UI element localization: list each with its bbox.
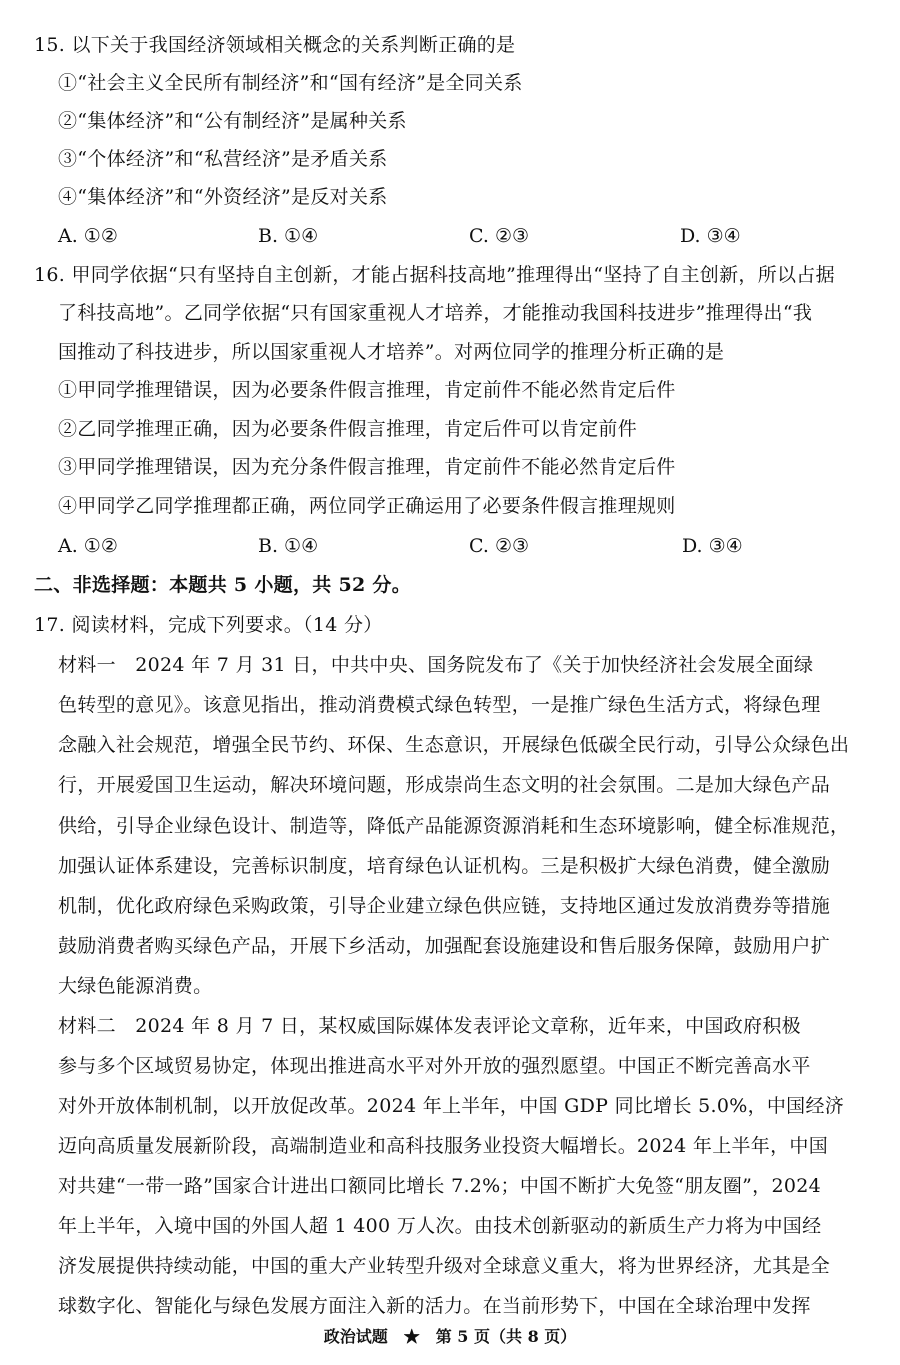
q16-option-d: D. ③④ <box>682 535 743 557</box>
material1-line-5: 供给，引导企业绿色设计、制造等，降低产品能源资源消耗和生态环境影响，健全标准规范， <box>58 815 850 837</box>
material2-line-4: 迈向高质量发展新阶段，高端制造业和高科技服务业投资大幅增长。2024 年上半年，中国 <box>58 1135 828 1157</box>
material1-line-8: 鼓励消费者购买绿色产品，开展下乡活动，加强配套设施建设和售后服务保障，鼓励用户扩 <box>58 935 831 957</box>
q15-item-2: ②“集体经济”和“公有制经济”是属种关系 <box>58 110 407 132</box>
q15-stem: 15. 以下关于我国经济领域相关概念的关系判断正确的是 <box>34 34 516 56</box>
material2-line-6: 年上半年，入境中国的外国人超 1 400 万人次。由技术创新驱动的新质生产力将为中国经 <box>58 1215 822 1237</box>
material1-line-4: 行，开展爱国卫生运动，解决环境问题，形成崇尚生态文明的社会氛围。二是加大绿色产品 <box>58 774 831 796</box>
q16-item-1: ①甲同学推理错误，因为必要条件假言推理，肯定前件不能必然肯定后件 <box>58 379 676 401</box>
q16-option-a: A. ①② <box>58 535 118 557</box>
q16-item-2: ②乙同学推理正确，因为必要条件假言推理，肯定后件可以肯定前件 <box>58 418 638 440</box>
q16-option-c: C. ②③ <box>469 535 530 557</box>
q16-item-3: ③甲同学推理错误，因为充分条件假言推理，肯定前件不能必然肯定后件 <box>58 456 676 478</box>
q16-stem-line-2: 了科技高地”。乙同学依据“只有国家重视人才培养，才能推动我国科技进步”推理得出“我 <box>58 302 813 324</box>
q16-stem-line-1: 16. 甲同学依据“只有坚持自主创新，才能占据科技高地”推理得出“坚持了自主创新，所以占据 <box>34 264 835 286</box>
q16-item-4: ④甲同学乙同学推理都正确，两位同学正确运用了必要条件假言推理规则 <box>58 495 676 517</box>
q15-option-d: D. ③④ <box>680 225 741 247</box>
material2-line-8: 球数字化、智能化与绿色发展方面注入新的活力。在当前形势下，中国在全球治理中发挥 <box>58 1295 811 1317</box>
q15-item-1: ①“社会主义全民所有制经济”和“国有经济”是全同关系 <box>58 72 523 94</box>
material1-line-3: 念融入社会规范，增强全民节约、环保、生态意识，开展绿色低碳全民行动，引导公众绿色出 <box>58 734 850 756</box>
material2-line-1: 材料二 2024 年 8 月 7 日，某权威国际媒体发表评论文章称，近年来，中国政府积极 <box>58 1015 801 1037</box>
material1-line-2: 色转型的意见》。该意见指出，推动消费模式绿色转型，一是推广绿色生活方式，将绿色理 <box>58 694 821 716</box>
page-footer: 政治试题 ★ 第 5 页（共 8 页） <box>323 1327 577 1346</box>
material1-line-9: 大绿色能源消费。 <box>58 975 213 997</box>
q15-item-4: ④“集体经济”和“外资经济”是反对关系 <box>58 186 388 208</box>
q15-option-c: C. ②③ <box>469 225 530 247</box>
q15-item-3: ③“个体经济”和“私营经济”是矛盾关系 <box>58 148 388 170</box>
material1-line-6: 加强认证体系建设，完善标识制度，培育绿色认证机构。三是积极扩大绿色消费，健全激励 <box>58 855 831 877</box>
q15-option-a: A. ①② <box>58 225 118 247</box>
material2-line-2: 参与多个区域贸易协定，体现出推进高水平对外开放的强烈愿望。中国正不断完善高水平 <box>58 1055 811 1077</box>
material1-line-1: 材料一 2024 年 7 月 31 日，中共中央、国务院发布了《关于加快经济社会发展全面绿 <box>58 654 814 676</box>
material2-line-3: 对外开放体制机制，以开放促改革。2024 年上半年，中国 GDP 同比增长 5.0%，中国经济 <box>58 1095 845 1117</box>
section-heading: 二、非选择题：本题共 5 小题，共 52 分。 <box>34 574 412 596</box>
q16-stem-line-3: 国推动了科技进步，所以国家重视人才培养”。对两位同学的推理分析正确的是 <box>58 341 725 363</box>
material2-line-5: 对共建“一带一路”国家合计进出口额同比增长 7.2%；中国不断扩大免签“朋友圈”，2024 <box>58 1175 822 1197</box>
q16-option-b: B. ①④ <box>258 535 319 557</box>
material1-line-7: 机制，优化政府绿色采购政策，引导企业建立绿色供应链，支持地区通过发放消费券等措施 <box>58 895 831 917</box>
material2-line-7: 济发展提供持续动能，中国的重大产业转型升级对全球意义重大，将为世界经济，尤其是全 <box>58 1255 831 1277</box>
q17-stem: 17. 阅读材料，完成下列要求。（14 分） <box>34 614 383 636</box>
q15-option-b: B. ①④ <box>258 225 319 247</box>
